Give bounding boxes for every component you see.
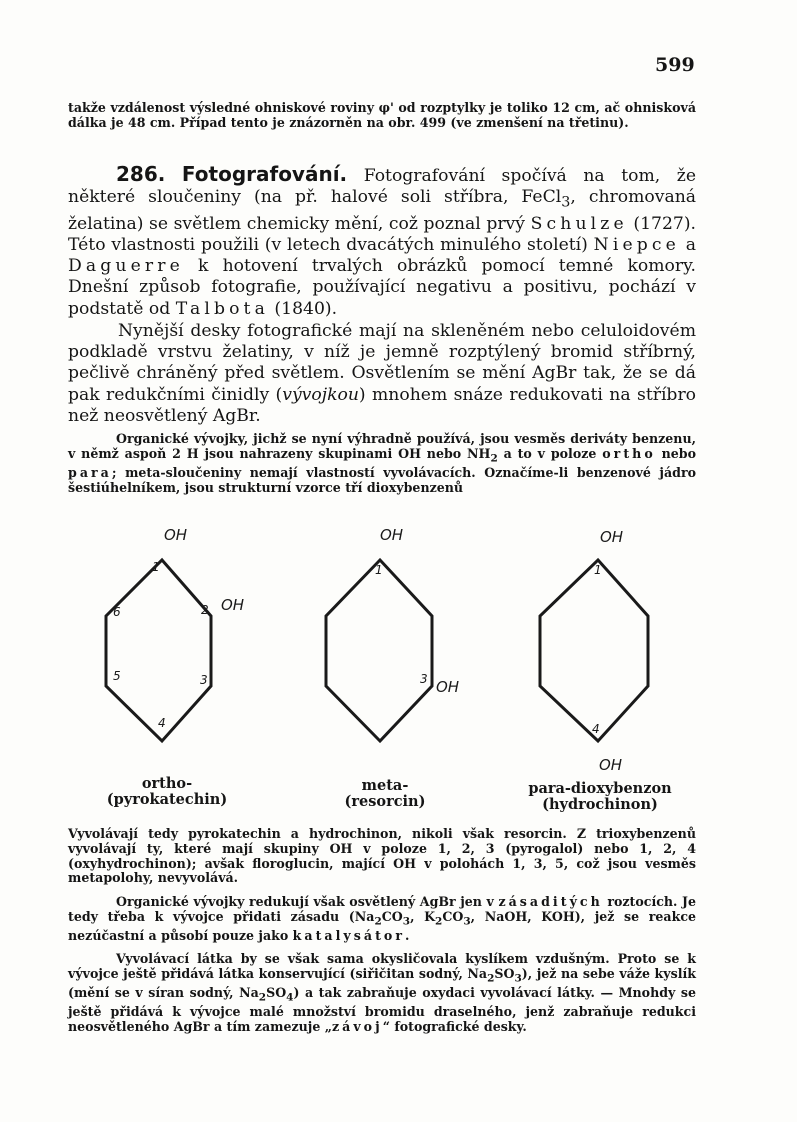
meta-pos-3: 3 (420, 672, 428, 686)
ortho-pos-1: 1 (152, 560, 160, 574)
ortho-pos-2: 2 (201, 603, 209, 617)
page-number: 599 (655, 54, 695, 76)
meta-structure (326, 526, 459, 741)
meta-oh-1: OH (380, 526, 404, 544)
paragraph-developers: Organické vývojky, jichž se nyní výhradně používá, jsou vesměs deriváty benzenu, v němž aspoň 2 H jsou nahrazeny skupinami OH nebo $NH_2$ a to v poloze ortho nebo para; meta-sloučeniny nemají vlastností vyvolávacích. Označíme-li benzenové jádro šestiúhelníkem, jsou strukturní vzorce tří dioxybenzenů (68, 431, 697, 495)
ortho-structure (106, 526, 244, 741)
name-schulze: Schulze (530, 213, 628, 234)
ortho-hexagon (106, 560, 211, 741)
term-vyvojka: vývojkou (282, 384, 359, 405)
paragraph-intro (68, 101, 696, 131)
ortho-pos-3: 3 (200, 673, 208, 687)
caption-meta: meta- (resorcin) (344, 777, 426, 810)
name-daguerre: Daguerre (68, 256, 184, 277)
ortho-pos-4: 4 (158, 716, 166, 730)
paragraph-preservative: Vyvolávací látka by se však sama okysličovala kyslíkem vzdušným. Proto se k vývojce ještě přidává látka konservující (siřičitan sodný, $Na_2SO_3$), jež na sebe váže kyslík (mění se v síran sodný, $Na_2SO_4$) a tak zabraňuje oxydaci vyvolávací látky. — Mnohdy se ještě přidává k vývojce malé množství bromidu draselného, jenž zabraňuje redukci neosvětleného AgBr a tím zamezuje „závoj“ fotografické desky. (68, 951, 696, 1035)
name-talbot: Talbota (175, 298, 269, 319)
section-number: 286. (116, 162, 166, 186)
ortho-oh-1: OH (164, 526, 188, 544)
para-pos-1: 1 (594, 563, 602, 577)
ortho-oh-2: OH (221, 596, 245, 614)
para-oh-4: OH (599, 756, 623, 774)
paragraph-section-286: 286. Fotografování. Fotografování spočívá na tom, že některé sloučeniny (na př. halové soli stříbra, FeCl$_3$, chromovaná želatina) se světlem chemicky mění, což poznal prvý Schulze (1727). Této vlastnosti použili (v letech dvacátých minulého století) Niepce a Daguerre k hotovení trvalých obrázků pomocí temné komory. Dnešní způsob fotografie, používající negativu a positivu, pochází v podstatě od Talbota (1840). (68, 162, 697, 319)
para-hexagon (540, 560, 648, 741)
intro-text: takže vzdálenost výsledné ohniskové roviny φ' od rozptylky je toliko 12 cm, ač ohnisková dálka je 48 cm. Případ tento je znázorněn na obr. 499 (ve zmenšení na třetinu). (68, 100, 696, 130)
caption-para: para-dioxybenzon (hydrochinon) (528, 780, 672, 813)
ortho-pos-5: 5 (113, 669, 121, 683)
paragraph-plates: Nynější desky fotografické mají na skleněném nebo celuloidovém podkladě vrstvu želatiny, v níž je jemně rozptýlený bromid stříbrný, pečlivě chráněný před světlem. Osvětlením se mění AgBr tak, že se dá pak redukčními činidly (vývojkou) mnohem snáze redukovati na stříbro než neosvětlený AgBr. (68, 321, 697, 426)
para-oh-1: OH (600, 528, 624, 546)
paragraph-alkaline: Organické vývojky redukují však osvětlený AgBr jen v zásaditých roztocích. Je tedy třeba k vývojce přidati zásadu ($Na_2CO_3$, $K_2CO_3$, NaOH, KOH), jež se reakce nezúčastní a působí pouze jako katalysátor. (68, 894, 696, 944)
name-niepce: Niepce (593, 235, 680, 256)
paragraph-trioxybenzenes: Vyvolávají tedy pyrokatechin a hydrochinon, nikoli však resorcin. Z trioxybenzenů vyvolávají ty, které mají skupiny OH v poloze 1, 2, 3 (pyrogalol) nebo 1, 2, 4 (oxyhydrochinon); avšak floroglucin, mající OH v polohách 1, 3, 5, což jsou vesměs metapolohy, nevyvolává. (68, 826, 696, 886)
dioxybenzene-structures (0, 520, 797, 820)
para-structure (540, 528, 648, 774)
meta-oh-3: OH (436, 678, 460, 696)
meta-hexagon (326, 560, 432, 741)
meta-pos-1: 1 (375, 563, 383, 577)
para-pos-4: 4 (592, 722, 600, 736)
caption-ortho: ortho- (pyrokatechin) (106, 775, 228, 808)
ortho-pos-6: 6 (113, 605, 121, 619)
section-title: Fotografování. (181, 162, 348, 186)
